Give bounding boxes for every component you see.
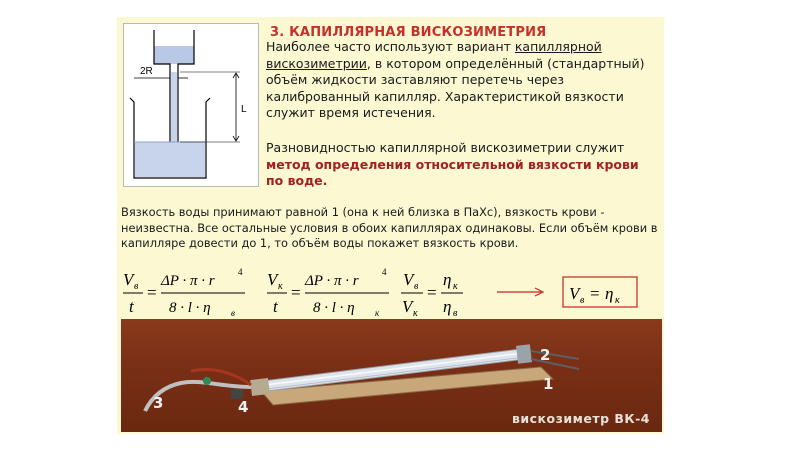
formula-3 <box>401 270 463 319</box>
f1-eq: = <box>147 283 157 302</box>
f3-den-l: V <box>402 297 413 316</box>
f3-num-l: V <box>403 270 414 289</box>
slide-title: 3. КАПИЛЛЯРНАЯ ВИСКОЗИМЕТРИЯ <box>270 25 547 40</box>
f2-rhs-sub: к <box>375 308 380 318</box>
f3-eq: = <box>427 283 437 302</box>
f3-den-r-sub: в <box>453 308 458 319</box>
formula-2 <box>267 267 389 318</box>
photo-label-4: 4 <box>238 398 249 416</box>
paragraph-1-underlined: капиллярной вискозиметрии <box>266 39 602 71</box>
paragraph-3: Вязкость воды принимают равной 1 (она к ней близка в ПаХс), вязкость крови - неизвестна. Все остальные условия в обоих капиллярах одинаковы. Если объём крови в капилляре довести до 1, то объём воды покажет вязкость крови. <box>121 205 658 250</box>
upper-liquid <box>154 46 194 64</box>
f2-lhs-num: V <box>267 270 278 289</box>
f3-num-l-sub: в <box>414 281 419 292</box>
f2-rhs-num: ΔP · π · r <box>305 273 359 289</box>
paragraph-2-highlight: метод определения относительной вязкости крови по воде. <box>266 156 639 188</box>
f1-rhs-den: 8 · l · η <box>169 300 211 316</box>
beaker-liquid <box>135 142 205 177</box>
arrow-icon <box>497 288 543 296</box>
f2-lhs-den: t <box>273 297 278 316</box>
f1-rhs-sub: в <box>231 308 235 318</box>
f1-lhs-den: t <box>129 297 134 316</box>
capillary <box>171 72 177 142</box>
slide <box>117 17 664 434</box>
formulas-svg <box>117 263 664 323</box>
f1-lhs-num: V <box>123 270 134 289</box>
f1-rhs-exp: 4 <box>238 267 243 277</box>
result-eq: = <box>590 284 600 303</box>
f3-den-l-sub: к <box>413 308 418 319</box>
f3-num-r-sub: к <box>453 281 458 292</box>
paragraph-1-after: , в котором определённый (стандартный) объём жидкости заставляют перетечь через калиброванный капилляр. Характеристикой вязкости служит время истечения. <box>266 55 645 120</box>
f2-rhs-den: 8 · l · η <box>313 300 355 316</box>
photo-label-3: 3 <box>153 394 164 412</box>
viscometer-photo <box>121 319 662 432</box>
result-rhs-sub: к <box>615 295 620 306</box>
result-lhs: V <box>569 284 580 303</box>
formula-1 <box>123 267 245 318</box>
formulas-row <box>117 263 664 323</box>
f1-rhs-num: ΔP · π · r <box>161 273 215 289</box>
photo-label-1: 1 <box>543 375 554 393</box>
f3-num-r: η <box>443 270 452 289</box>
result-rhs: η <box>605 284 614 303</box>
f3-den-r: η <box>443 297 452 316</box>
label-l: L <box>241 104 247 115</box>
label-2r: 2R <box>140 66 153 77</box>
f2-eq: = <box>291 283 301 302</box>
capillary-diagram-svg <box>124 24 258 186</box>
result-lhs-sub: в <box>580 295 585 306</box>
paragraph-2-before: Разновидностью капиллярной вискозиметрии служит <box>266 140 625 155</box>
paragraph-2 <box>266 140 658 190</box>
paragraph-1 <box>266 39 658 122</box>
photo-label-2: 2 <box>540 346 551 364</box>
capillary-diagram <box>123 23 259 187</box>
f1-lhs-sub: в <box>134 281 139 292</box>
paragraph-1-before: Наиболее часто используют вариант <box>266 39 515 54</box>
f2-rhs-exp: 4 <box>382 267 387 277</box>
result-formula <box>563 277 637 307</box>
f2-lhs-sub: к <box>278 281 283 292</box>
photo-caption: вискозиметр ВК-4 <box>511 411 650 426</box>
